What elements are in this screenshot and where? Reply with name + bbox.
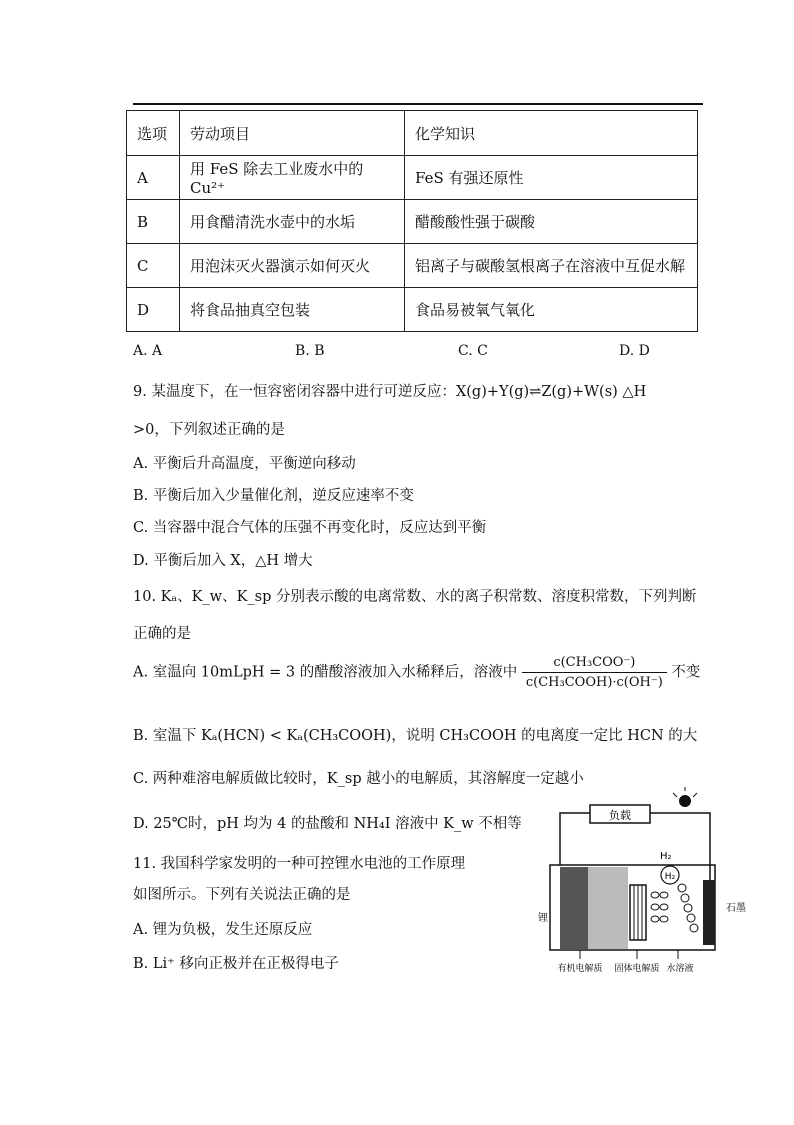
header-option: 选项 [127,111,180,156]
fraction-denominator: c(CH₃COOH)·c(OH⁻) [525,675,663,690]
q9-stem-line1: 9. 某温度下，在一恒容密闭容器中进行可逆反应：X(g)+Y(g)⇌Z(g)+W(s) △H [133,384,647,400]
row-option: B [127,200,180,244]
table-header-row [127,111,698,156]
q8-table [126,110,698,332]
organic-electrolyte-label: 有机电解质 [557,964,603,974]
q11-option-b: B. Li⁺ 移向正极并在正极得电子 [133,956,339,972]
bulb-icon [679,795,691,807]
graphite-electrode [703,880,715,945]
row-option: A [127,156,180,200]
fraction-numerator: c(CH₃COO⁻) [522,655,667,673]
q11-stem-line2: 如图所示。下列有关说法正确的是 [133,887,351,903]
wire-left [560,813,590,865]
q8-option-c: C. C [458,343,488,359]
q11-option-a: A. 锂为负极，发生还原反应 [133,922,313,938]
aqueous-label: 水溶液 [666,964,694,974]
q10-option-b: B. 室温下 Kₐ(HCN) < Kₐ(CH₃COOH)，说明 CH₃COOH 的电离度一定比 HCN 的大 [133,728,698,744]
q9-stem-line2: >0，下列叙述正确的是 [133,422,285,438]
row-knowledge: 醋酸酸性强于碳酸 [405,200,698,244]
lithium-electrode [560,867,588,949]
table-row [127,244,698,288]
solid-electrolyte-label: 固体电解质 [614,964,660,974]
q10-option-c: C. 两种难溶电解质做比较时，K_sp 越小的电解质，其溶解度一定越小 [133,771,584,787]
graphite-label: 石墨 [726,903,746,914]
q8-option-b: B. B [295,343,325,359]
q9-option-c: C. 当容器中混合气体的压强不再变化时，反应达到平衡 [133,520,487,536]
load-label: 负载 [609,809,631,822]
h2-top-label: H₂ [660,851,672,862]
q9-option-a: A. 平衡后升高温度，平衡逆向移动 [133,456,356,472]
q8-options [133,343,693,363]
q10-option-d: D. 25℃时，pH 均为 4 的盐酸和 NH₄I 溶液中 K_w 不相等 [133,816,522,832]
header-task: 劳动项目 [180,111,405,156]
row-option: D [127,288,180,332]
table-row [127,200,698,244]
row-task: 用 FeS 除去工业废水中的 Cu²⁺ [180,156,405,200]
q9-option-d: D. 平衡后加入 X，△H 增大 [133,553,313,569]
q10-a-prefix: A. 室温向 10mLpH = 3 的醋酸溶液加入水稀释后，溶液中 [133,664,518,681]
row-task: 用泡沫灭火器演示如何灭火 [180,244,405,288]
q8-option-a: A. A [133,343,163,359]
bubbles [651,884,698,932]
q10-a-suffix: 不变 [671,664,701,681]
table-row [127,156,698,200]
header-knowledge: 化学知识 [405,111,698,156]
row-knowledge: 铝离子与碳酸氢根离子在溶液中互促水解 [405,244,698,288]
row-option: C [127,244,180,288]
q8-option-d: D. D [619,343,650,359]
row-knowledge: FeS 有强还原性 [405,156,698,200]
header-rule [133,103,703,105]
q10-stem-line1: 10. Kₐ、K_w、K_sp 分别表示酸的电离常数、水的离子积常数、溶度积常数，下列判断 [133,589,697,605]
row-knowledge: 食品易被氧气氧化 [405,288,698,332]
row-task: 用食醋清洗水壶中的水垢 [180,200,405,244]
q11-stem-line1: 11. 我国科学家发明的一种可控锂水电池的工作原理 [133,856,466,872]
organic-electrolyte-region [588,867,628,949]
lithium-label: 锂 [538,913,548,924]
q9-option-b: B. 平衡后加入少量催化剂，逆反应速率不变 [133,488,414,504]
battery-diagram [540,785,760,1015]
q10-option-a [133,655,700,690]
row-task: 将食品抽真空包装 [180,288,405,332]
h2-bubble-label: H₂ [664,872,676,882]
table-row [127,288,698,332]
q10-stem-line2: 正确的是 [133,626,191,642]
q10-a-fraction [522,655,667,690]
